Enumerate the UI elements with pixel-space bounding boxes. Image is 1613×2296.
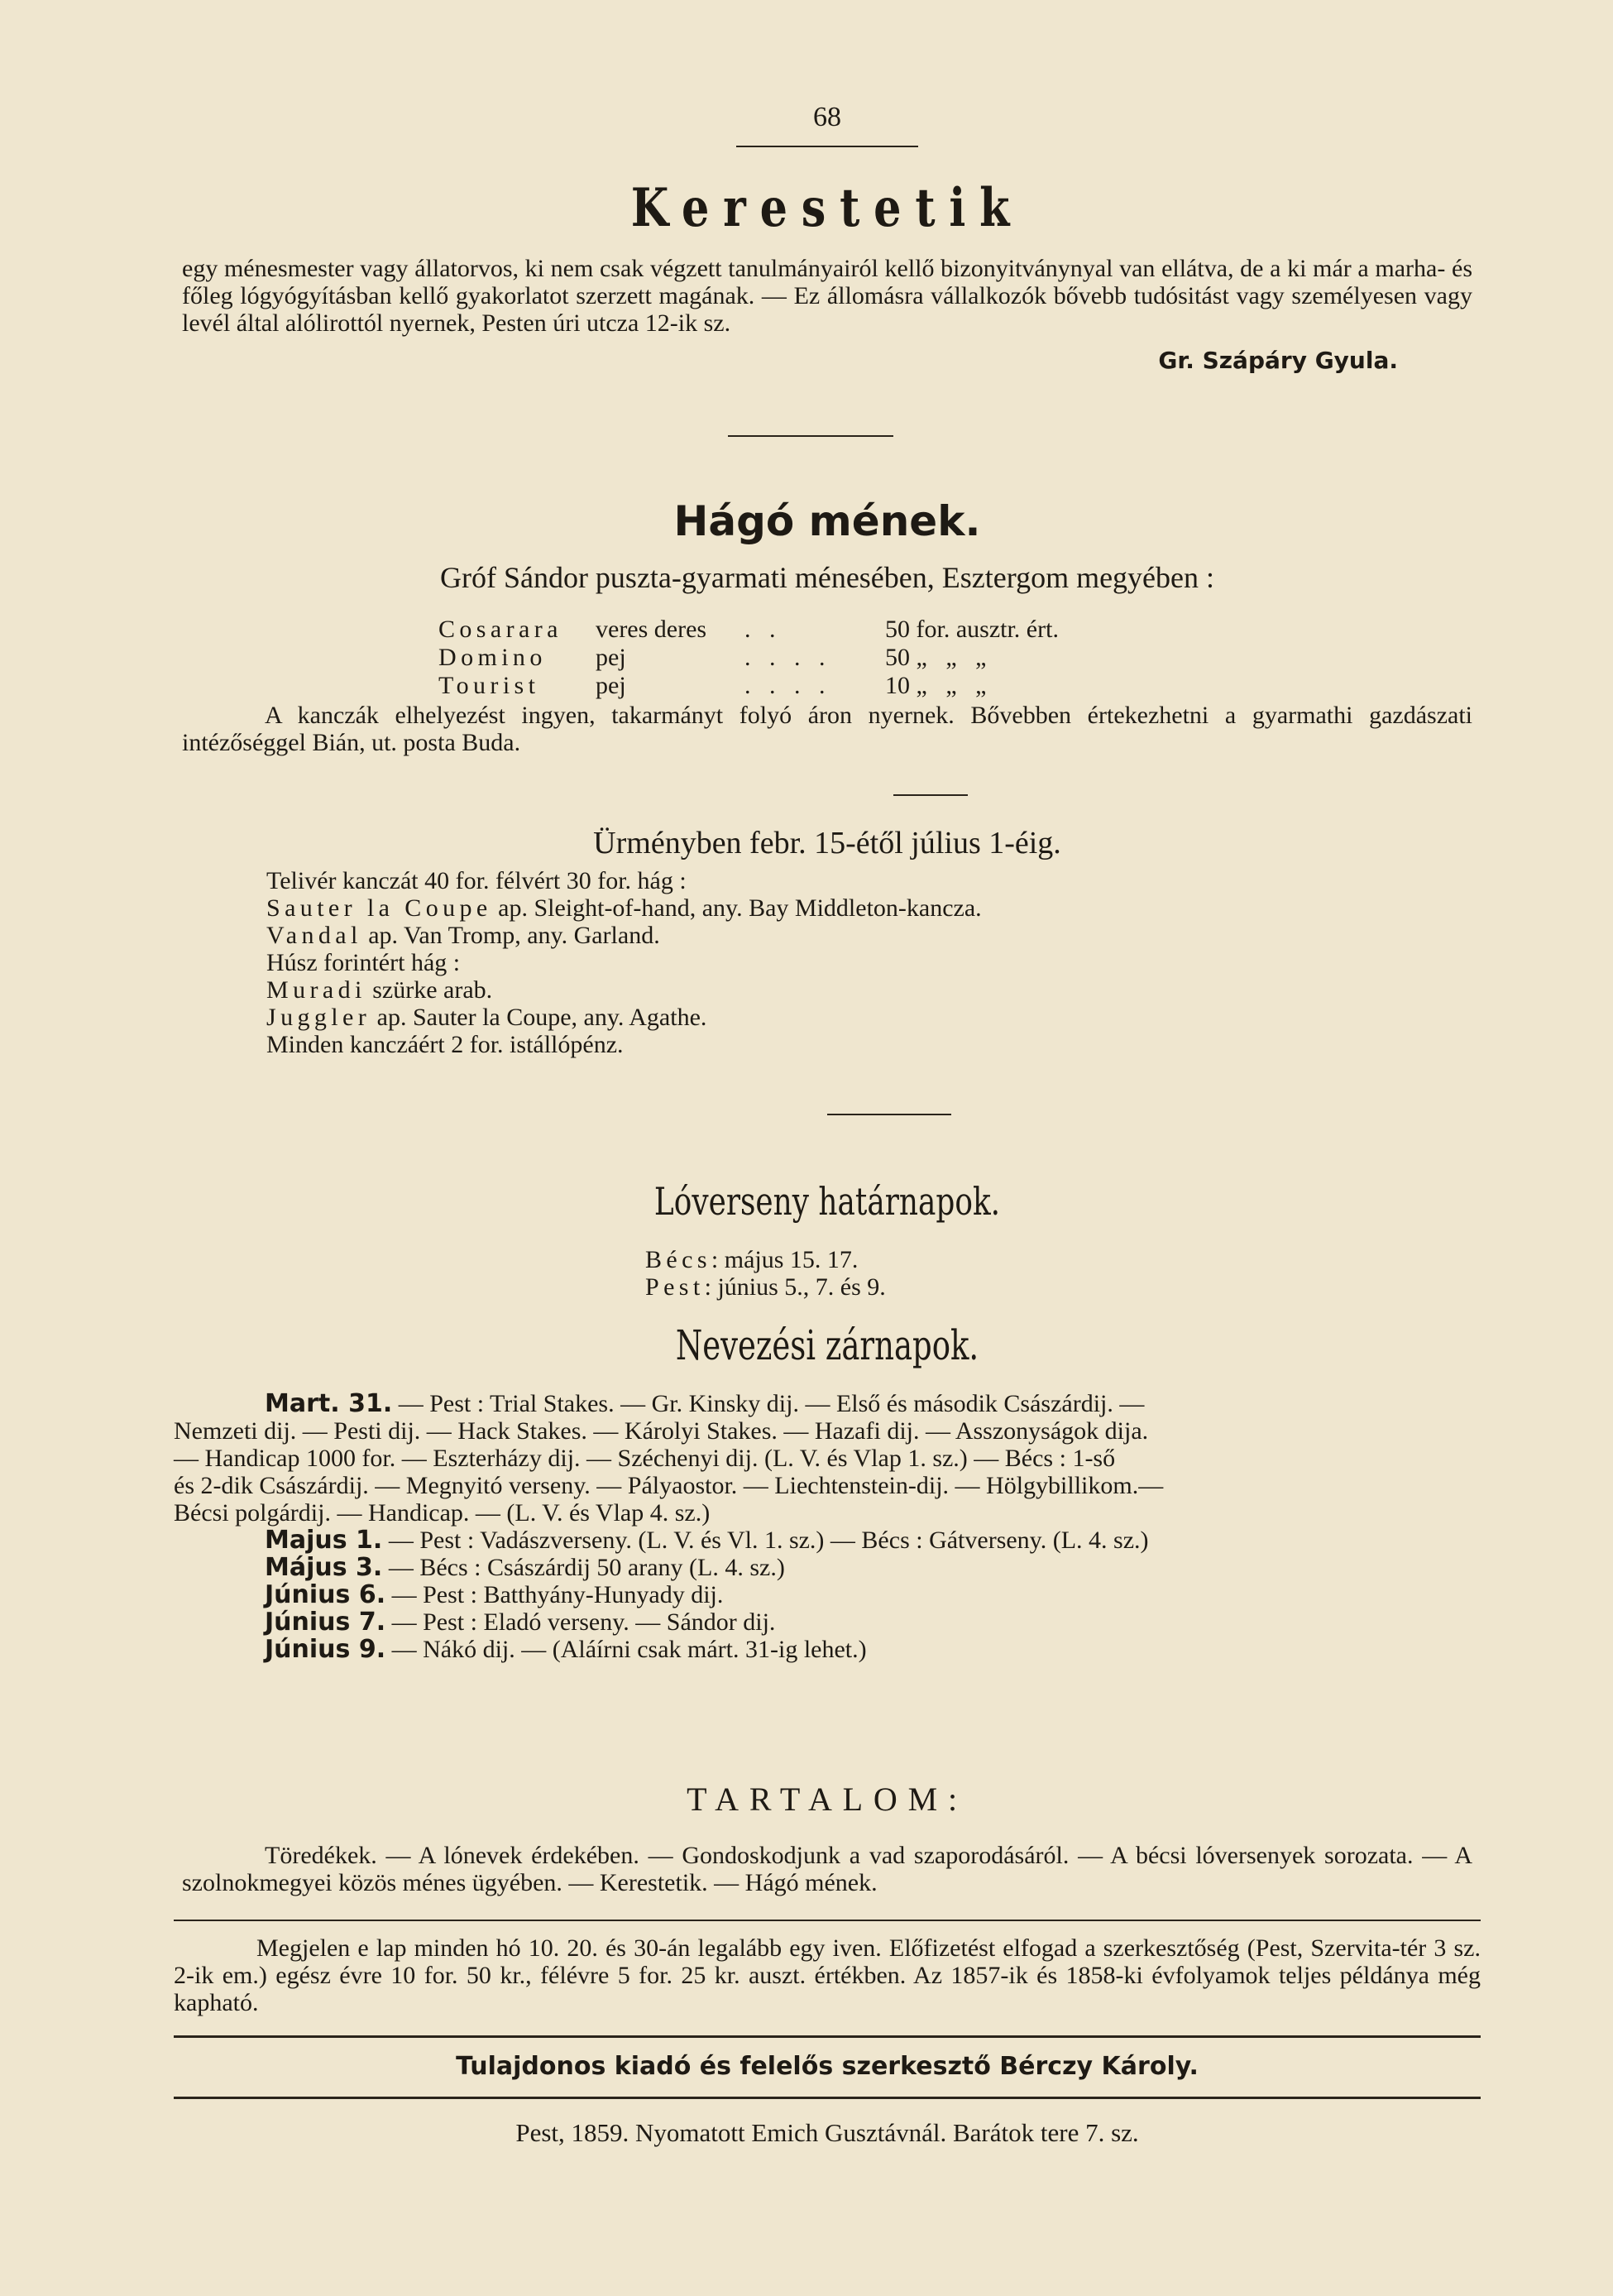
schedule-line xyxy=(174,1472,1481,1499)
urmeny-title: Ürményben febr. 15-étől július 1-éig. xyxy=(593,826,1061,860)
schedule-date: Mart. 31. xyxy=(265,1389,393,1418)
schedule-text: — Handicap 1000 for. — Eszterházy dij. — Széchenyi dij. (L. V. és Vlap 1. sz.) — Bécs : 1-ső xyxy=(174,1445,1116,1472)
tartalom-body-block xyxy=(182,1842,1472,1896)
race-date-line xyxy=(645,1273,886,1301)
hago-subtitle: Gróf Sándor puszta-gyarmati ménesében, Esztergom megyében : xyxy=(439,561,1215,594)
race-dates: : május 15. 17. xyxy=(711,1246,859,1273)
schedule-date: Május 3. xyxy=(265,1553,383,1582)
top-rule xyxy=(736,146,918,147)
owner-block xyxy=(182,2044,1472,2090)
page-number: 68 xyxy=(813,102,841,132)
stallion-table-block xyxy=(438,616,1059,700)
nevezesi-schedule xyxy=(174,1390,1481,1663)
nevezesi-title: Nevezési zárnapok. xyxy=(675,1321,979,1369)
urmeny-line xyxy=(266,976,1342,1004)
urmeny-text: ap. Van Tromp, any. Garland. xyxy=(361,922,660,949)
hago-note-block xyxy=(182,702,1472,756)
urmeny-text: ap. Sleight-of-hand, any. Bay Middleton-kancza. xyxy=(491,894,982,922)
stallion-dots: . . xyxy=(744,616,776,643)
schedule-line xyxy=(174,1527,1481,1554)
schedule-text: és 2-dik Császárdij. — Megnyitó verseny. — Pályaostor. — Liechtenstein-dij. — Hölgybillikom.— xyxy=(174,1472,1164,1499)
urmeny-lines xyxy=(266,867,1342,1058)
urmeny-line xyxy=(266,949,1342,976)
loverseny-section xyxy=(182,1178,1472,1225)
horse-name: Juggler xyxy=(266,1004,371,1031)
stallion-fee: 10 „ „ „ xyxy=(885,672,987,699)
kerestetik-signature: Gr. Szápáry Gyula. xyxy=(1158,347,1398,374)
schedule-line xyxy=(174,1417,1481,1445)
hago-title: Hágó mének. xyxy=(673,497,981,545)
schedule-text: — Pest : Vadászverseny. (L. V. és Vl. 1. sz.) — Bécs : Gátverseny. (L. 4. sz.) xyxy=(382,1527,1149,1554)
schedule-date: Június 7. xyxy=(265,1608,386,1637)
schedule-date: Június 9. xyxy=(265,1635,386,1664)
schedule-text: — Pest : Batthyány-Hunyady dij. xyxy=(385,1581,724,1608)
megjelen-block xyxy=(174,1934,1481,2016)
tartalom-section xyxy=(182,1779,1472,1820)
stallion-name: Domino xyxy=(438,644,547,671)
rule-1 xyxy=(728,435,893,437)
loverseny-title: Lóverseny határnapok. xyxy=(653,1179,1001,1224)
stallion-name: Tourist xyxy=(438,672,540,699)
urmeny-text: Húsz forintért hág : xyxy=(266,949,461,976)
schedule-text: — Pest : Trial Stakes. — Gr. Kinsky dij. — Első és második Császárdij. — xyxy=(392,1390,1145,1417)
schedule-text: Bécsi polgárdij. — Handicap. — (L. V. és Vlap 4. sz.) xyxy=(174,1499,711,1527)
urmeny-section xyxy=(182,824,1472,862)
stallion-desc: pej xyxy=(596,644,626,671)
rule-2 xyxy=(893,794,968,796)
schedule-text: — Bécs : Császárdij 50 arany (L. 4. sz.) xyxy=(382,1554,785,1581)
tartalom-title: TARTALOM: xyxy=(687,1781,968,1818)
owner-line: Tulajdonos kiadó és felelős szerkesztő Bérczy Károly. xyxy=(456,2052,1199,2081)
schedule-text: — Nákó dij. — (Aláírni csak márt. 31-ig lehet.) xyxy=(385,1636,867,1663)
urmeny-line xyxy=(266,894,1342,922)
schedule-date: Június 6. xyxy=(265,1580,386,1609)
urmeny-text: ap. Sauter la Coupe, any. Agathe. xyxy=(371,1004,707,1031)
urmeny-line xyxy=(266,1031,1342,1058)
schedule-line xyxy=(174,1581,1481,1608)
schedule-line xyxy=(174,1445,1481,1472)
urmeny-text: Telivér kanczát 40 for. félvért 30 for. hág : xyxy=(266,867,687,894)
urmeny-text: Minden kanczáért 2 for. istállópénz. xyxy=(266,1031,624,1058)
urmeny-line xyxy=(266,922,1342,949)
urmeny-text: szürke arab. xyxy=(366,976,493,1004)
rule-5 xyxy=(174,2035,1481,2038)
race-city: Pest xyxy=(645,1273,705,1301)
urmeny-line xyxy=(266,1004,1342,1031)
imprint-line: Pest, 1859. Nyomatott Emich Gusztávnál. Barátok tere 7. sz. xyxy=(515,2118,1139,2147)
stallion-desc: veres deres xyxy=(596,616,707,643)
schedule-date: Majus 1. xyxy=(265,1526,383,1555)
schedule-line xyxy=(174,1390,1481,1417)
schedule-line xyxy=(174,1608,1481,1636)
stallion-desc: pej xyxy=(596,672,626,699)
urmeny-line xyxy=(266,867,1342,894)
stallion-row xyxy=(438,672,1059,700)
rule-6 xyxy=(174,2097,1481,2099)
kerestetik-body: egy ménesmester vagy állatorvos, ki nem csak végzett tanulmányairól kellő bizonyitványnyal van ellátva, de a ki már a marha- és főleg lógyógyításban kellő gyakorlatot szerzett magának. — Ez állomásra vállalkozók bővebb tudósitást vagy személyesen vagy levél által alólirottól nyernek, Pesten úri utcza 12-ik sz. xyxy=(182,255,1472,337)
kerestetik-title: Kerestetik xyxy=(630,177,1024,239)
stallion-fee: 50 „ „ „ xyxy=(885,644,987,671)
kerestetik-section xyxy=(182,175,1472,242)
race-dates: : június 5., 7. és 9. xyxy=(704,1273,886,1301)
stallion-fee: 50 for. ausztr. ért. xyxy=(885,616,1059,643)
stallion-dots: . . . . xyxy=(744,644,826,671)
loverseny-lines xyxy=(645,1246,886,1301)
stallion-table xyxy=(438,616,1059,700)
hago-section xyxy=(182,496,1472,596)
schedule-line xyxy=(174,1554,1481,1581)
subscription-note: Megjelen e lap minden hó 10. 20. és 30-án legalább egy iven. Előfizetést elfogad a szerkesztőség (Pest, Szervita-tér 3 sz. 2-ik em.) egész évre 10 for. 50 kr., félévre 5 for. 25 kr. auszt. értékben. Az 1857-ik és 1858-ki évfolyamok teljes példánya még kapható. xyxy=(174,1934,1481,2016)
rule-4 xyxy=(174,1920,1481,1921)
page-number-block xyxy=(182,101,1472,134)
rule-3 xyxy=(827,1114,951,1115)
schedule-line xyxy=(174,1499,1481,1527)
race-city: Bécs xyxy=(645,1246,711,1273)
horse-name: Vandal xyxy=(266,922,362,949)
race-date-line xyxy=(645,1246,886,1273)
schedule-line xyxy=(174,1636,1481,1663)
schedule-text: — Pest : Eladó verseny. — Sándor dij. xyxy=(385,1608,776,1636)
nevezesi-section xyxy=(182,1321,1472,1370)
kerestetik-body-block xyxy=(182,255,1472,374)
stallion-name: Cosarara xyxy=(438,616,562,643)
imprint-block xyxy=(182,2108,1472,2158)
horse-name: Sauter la Coupe xyxy=(266,894,492,922)
stallion-row xyxy=(438,644,1059,672)
stallion-dots: . . . . xyxy=(744,672,826,699)
hago-note: A kanczák elhelyezést ingyen, takarmányt folyó áron nyernek. Bővebben értekezhetni a gyarmathi gazdászati intézőséggel Bián, ut. posta Buda. xyxy=(182,702,1472,756)
schedule-text: Nemzeti dij. — Pesti dij. — Hack Stakes. — Károlyi Stakes. — Hazafi dij. — Asszonyságok dija. xyxy=(174,1417,1149,1445)
horse-name: Muradi xyxy=(266,976,366,1004)
tartalom-body: Töredékek. — A lónevek érdekében. — Gondoskodjunk a vad szaporodásáról. — A bécsi lóversenyek sorozata. — A szolnokmegyei közös ménes ügyében. — Kerestetik. — Hágó mének. xyxy=(182,1842,1472,1896)
stallion-row xyxy=(438,616,1059,644)
